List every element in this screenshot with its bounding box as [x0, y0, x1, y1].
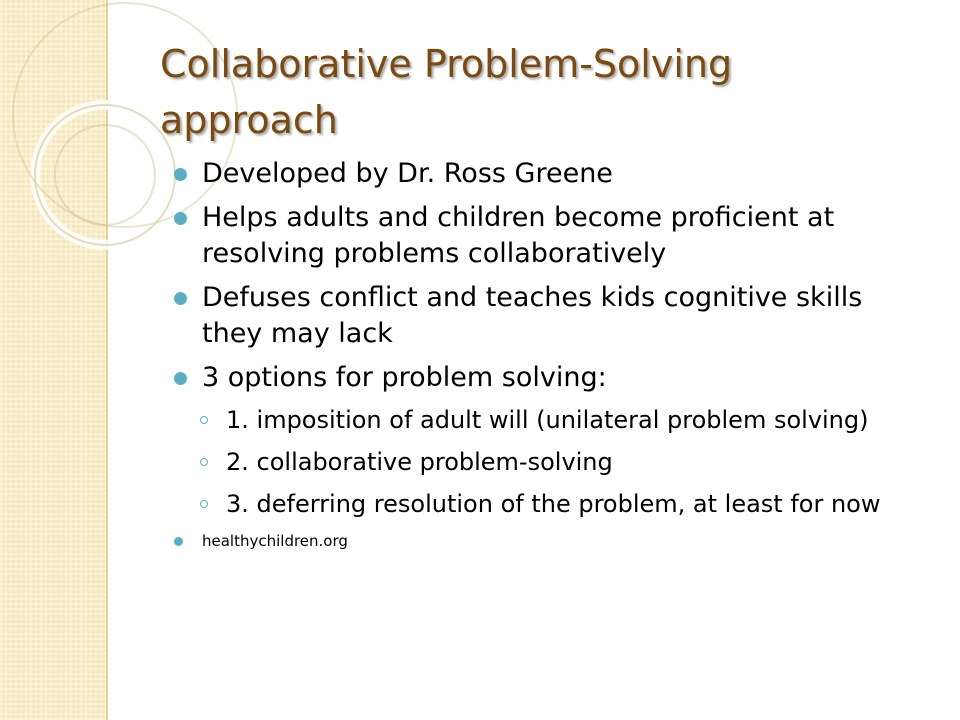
bullet-item — [174, 200, 914, 272]
sub-bullet-text: 3. deferring resolution of the problem, at least for now — [226, 490, 881, 518]
deco-ring-inner — [55, 125, 155, 225]
bullet-item — [174, 360, 914, 396]
bullet-text: 3 options for problem solving: — [202, 362, 607, 393]
bullet-dot-icon — [174, 212, 187, 225]
sub-bullet-item — [174, 404, 914, 436]
sub-bullet-item — [174, 488, 914, 520]
sub-bullet-item — [174, 446, 914, 478]
bullet-text: Defuses conflict and teaches kids cognitive skills they may lack — [202, 282, 863, 349]
sub-bullet-ring-icon — [200, 500, 208, 508]
sub-bullet-text: 1. imposition of adult will (unilateral problem solving) — [226, 406, 869, 434]
bullet-item — [174, 280, 914, 352]
bullet-dot-icon — [174, 168, 187, 181]
bullet-text: Developed by Dr. Ross Greene — [202, 158, 613, 189]
bullet-text: Helps adults and children become proficient at resolving problems collaboratively — [202, 202, 835, 269]
bullet-dot-icon — [174, 537, 183, 546]
source-item — [174, 530, 914, 552]
bullet-dot-icon — [174, 292, 187, 305]
bullet-dot-icon — [174, 372, 187, 385]
sub-bullet-text: 2. collaborative problem-solving — [226, 448, 613, 476]
slide-title: Collaborative Problem-Solving approach — [160, 42, 733, 142]
slide-content — [174, 156, 914, 552]
source-text: healthychildren.org — [202, 532, 348, 550]
sub-bullet-ring-icon — [200, 458, 208, 466]
sub-bullet-ring-icon — [200, 416, 208, 424]
bullet-item — [174, 156, 914, 192]
